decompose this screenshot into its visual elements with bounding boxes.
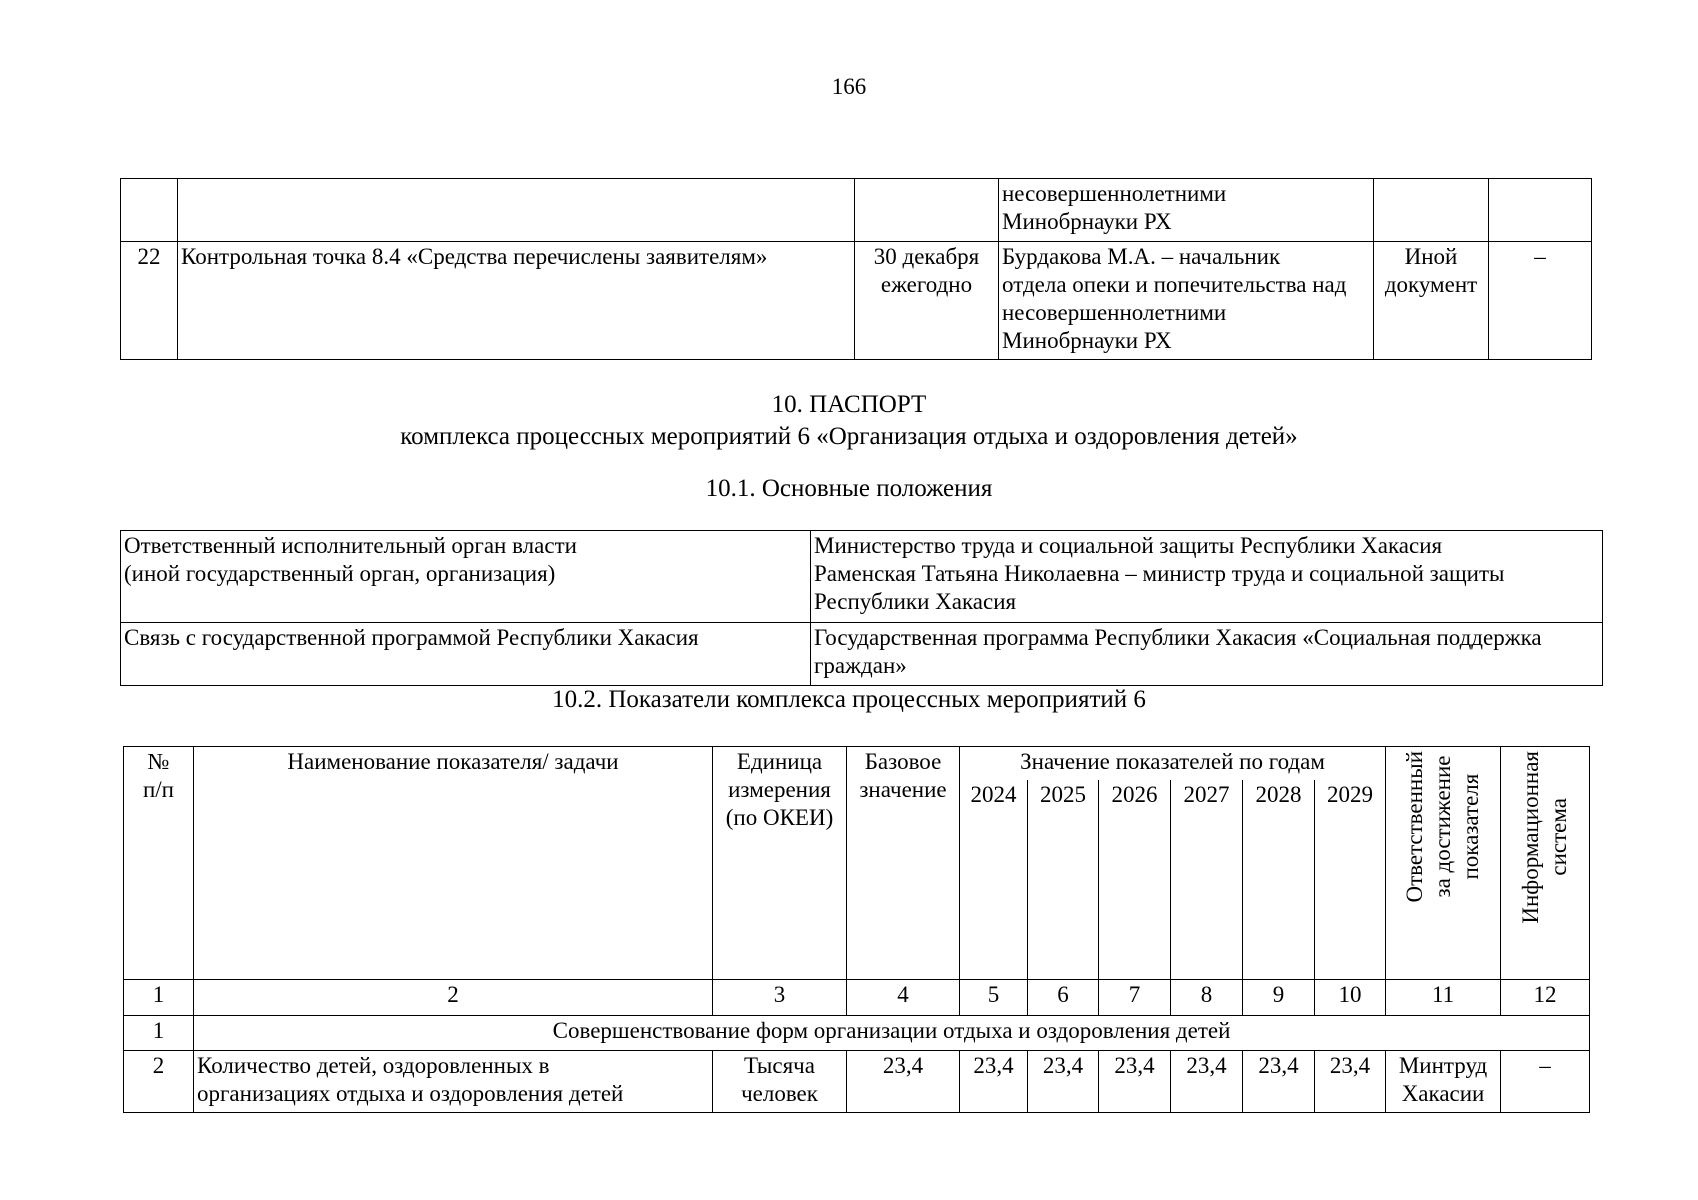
control-point-date: 30 декабря ежегодно: [855, 242, 999, 360]
header-info-system: Информационная система: [1501, 747, 1590, 980]
table-row: [121, 623, 1603, 686]
basics-value: Министерство труда и социальной защиты Республики Хакасия Раменская Татьяна Николаевна – министр труда и социальной защиты Республики Хакасия: [811, 531, 1603, 623]
indicator-year-value: 23,4: [960, 1051, 1028, 1113]
column-number: 11: [1386, 980, 1501, 1016]
column-number: 3: [713, 980, 847, 1016]
header-year: 2025: [1028, 780, 1099, 980]
control-point-document: Иной документ: [1374, 242, 1489, 360]
basics-label: Связь с государственной программой Республики Хакасия: [121, 623, 811, 686]
basics-label: Ответственный исполнительный орган власти (иной государственный орган, организация): [121, 531, 811, 623]
indicator-responsible: Минтруд Хакасии: [1386, 1051, 1501, 1113]
control-points-table: [120, 178, 1592, 360]
row-number: 22: [121, 242, 178, 360]
column-number: 4: [847, 980, 960, 1016]
column-number: 1: [124, 980, 194, 1016]
control-point-name: Контрольная точка 8.4 «Средства перечислены заявителям»: [178, 242, 855, 360]
column-number: 7: [1099, 980, 1171, 1016]
task-number: 1: [124, 1016, 194, 1051]
control-point-system: –: [1489, 242, 1592, 360]
basics-value: Государственная программа Республики Хакасия «Социальная поддержка граждан»: [811, 623, 1603, 686]
section-heading: 10. ПАСПОРТ: [771, 391, 927, 418]
row-number: [121, 179, 178, 242]
header-name: Наименование показателя/ задачи: [194, 747, 713, 980]
indicators-table: [123, 746, 1590, 1113]
control-point-document: [1374, 179, 1489, 242]
indicator-year-value: 23,4: [1099, 1051, 1171, 1113]
header-base-value: Базовое значение: [847, 747, 960, 980]
column-numbers-row: [124, 980, 1590, 1016]
header-year: 2024: [960, 780, 1028, 980]
indicator-info-system: –: [1501, 1051, 1590, 1113]
task-title: Совершенствование форм организации отдыха и оздоровления детей: [194, 1016, 1590, 1051]
table-row: [121, 242, 1592, 360]
header-year: 2027: [1171, 780, 1243, 980]
indicator-year-value: 23,4: [1315, 1051, 1386, 1113]
indicator-year-value: 23,4: [1171, 1051, 1243, 1113]
column-number: 9: [1243, 980, 1315, 1016]
indicator-base-value: 23,4: [847, 1051, 960, 1113]
header-year: 2028: [1243, 780, 1315, 980]
column-number: 2: [194, 980, 713, 1016]
indicator-year-value: 23,4: [1243, 1051, 1315, 1113]
subsection-heading-basics: 10.1. Основные положения: [705, 475, 993, 502]
indicator-unit: Тысяча человек: [713, 1051, 847, 1113]
control-point-responsible: несовершеннолетними Минобрнауки РХ: [999, 179, 1374, 242]
header-year: 2029: [1315, 780, 1386, 980]
control-point-system: [1489, 179, 1592, 242]
page-number: 166: [831, 74, 867, 99]
indicator-number: 2: [124, 1051, 194, 1113]
indicator-year-value: 23,4: [1028, 1051, 1099, 1113]
control-point-responsible: Бурдакова М.А. – начальник отдела опеки и попечительства над несовершеннолетними Минобрнауки РХ: [999, 242, 1374, 360]
control-point-date: [855, 179, 999, 242]
header-unit: Единица измерения (по ОКЕИ): [713, 747, 847, 980]
header-responsible: Ответственный за достижение показателя: [1386, 747, 1501, 980]
table-row: [124, 1051, 1590, 1113]
column-number: 6: [1028, 980, 1099, 1016]
column-number: 10: [1315, 980, 1386, 1016]
column-number: 8: [1171, 980, 1243, 1016]
subsection-heading-indicators: 10.2. Показатели комплекса процессных мероприятий 6: [552, 686, 1146, 713]
header-number: № п/п: [124, 747, 194, 980]
indicator-name: Количество детей, оздоровленных в организациях отдыха и оздоровления детей: [194, 1051, 713, 1113]
basics-table: [120, 530, 1603, 686]
control-point-name: [178, 179, 855, 242]
header-years-group: Значение показателей по годам: [960, 747, 1386, 780]
header-row: [124, 747, 1590, 780]
task-row: [124, 1016, 1590, 1051]
column-number: 12: [1501, 980, 1590, 1016]
section-subheading: комплекса процессных мероприятий 6 «Организация отдыха и оздоровления детей»: [400, 423, 1298, 450]
table-row: [121, 179, 1592, 242]
header-year: 2026: [1099, 780, 1171, 980]
column-number: 5: [960, 980, 1028, 1016]
table-row: [121, 531, 1603, 623]
